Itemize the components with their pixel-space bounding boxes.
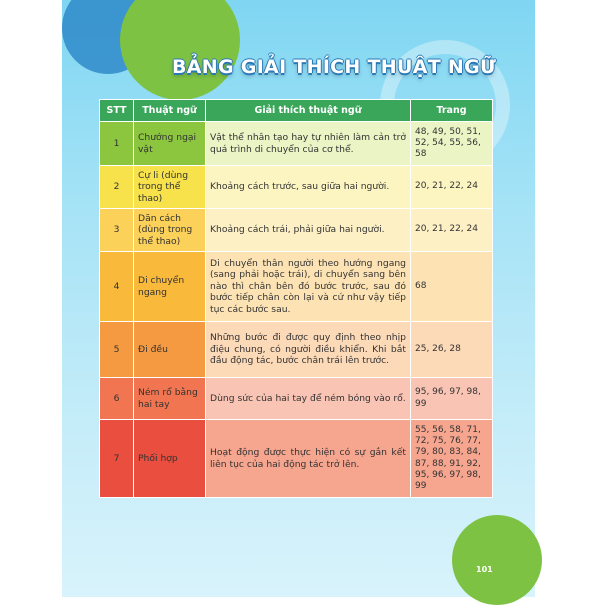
row-stt: 7 (100, 420, 134, 498)
table-row (100, 378, 493, 420)
row-stt: 3 (100, 209, 134, 252)
row-term: Chướng ngại vật (134, 122, 206, 166)
row-pages: 48, 49, 50, 51, 52, 54, 55, 56, 58 (411, 122, 493, 166)
row-pages: 20, 21, 22, 24 (411, 166, 493, 209)
page-title: BẢNG GIẢI THÍCH THUẬT NGỮ (172, 56, 497, 78)
row-explanation: Khoảng cách trái, phải giữa hai người. (206, 209, 411, 252)
decorative-circle-green-bottom (452, 515, 542, 605)
row-term: Dãn cách (dùng trong thể thao) (134, 209, 206, 252)
row-term: Ném rổ bằng hai tay (134, 378, 206, 420)
row-explanation: Hoạt động được thực hiện có sự gắn kết liên tục của hai động tác trở lên. (206, 420, 411, 498)
table-row (100, 122, 493, 166)
table-row (100, 322, 493, 378)
row-explanation: Vật thể nhân tạo hay tự nhiên làm cản trở quá trình di chuyển của cơ thể. (206, 122, 411, 166)
row-explanation: Dùng sức của hai tay để ném bóng vào rổ. (206, 378, 411, 420)
page-number: 101 (476, 565, 493, 574)
row-explanation: Khoảng cách trước, sau giữa hai người. (206, 166, 411, 209)
header-term: Thuật ngữ (134, 100, 206, 122)
row-stt: 1 (100, 122, 134, 166)
row-pages: 55, 56, 58, 71, 72, 75, 76, 77, 79, 80, 83, 84, 87, 88, 91, 92, 95, 96, 97, 98, 99 (411, 420, 493, 498)
table-row (100, 209, 493, 252)
row-pages: 95, 96, 97, 98, 99 (411, 378, 493, 420)
table-row (100, 252, 493, 322)
table-row (100, 166, 493, 209)
row-term: Cự li (dùng trong thể thao) (134, 166, 206, 209)
header-explanation: Giải thích thuật ngữ (206, 100, 411, 122)
row-stt: 4 (100, 252, 134, 322)
row-stt: 2 (100, 166, 134, 209)
header-pages: Trang (411, 100, 493, 122)
glossary-table (99, 99, 493, 498)
row-pages: 20, 21, 22, 24 (411, 209, 493, 252)
row-explanation: Di chuyển thân người theo hướng ngang (sang phải hoặc trái), di chuyển sang bên nào thì chân bên đó bước trước, sau đó bước tiếp chân còn lại và cứ như vậy tiếp tục các bước sau. (206, 252, 411, 322)
table-row (100, 420, 493, 498)
row-pages: 68 (411, 252, 493, 322)
row-stt: 6 (100, 378, 134, 420)
row-term: Di chuyển ngang (134, 252, 206, 322)
row-explanation: Những bước đi được quy định theo nhịp điệu chung, có người điều khiển. Khi bắt đầu động tác, bước chân trái lên trước. (206, 322, 411, 378)
row-pages: 25, 26, 28 (411, 322, 493, 378)
row-term: Đi đều (134, 322, 206, 378)
table-header-row (100, 100, 493, 122)
header-stt: STT (100, 100, 134, 122)
row-stt: 5 (100, 322, 134, 378)
row-term: Phối hợp (134, 420, 206, 498)
